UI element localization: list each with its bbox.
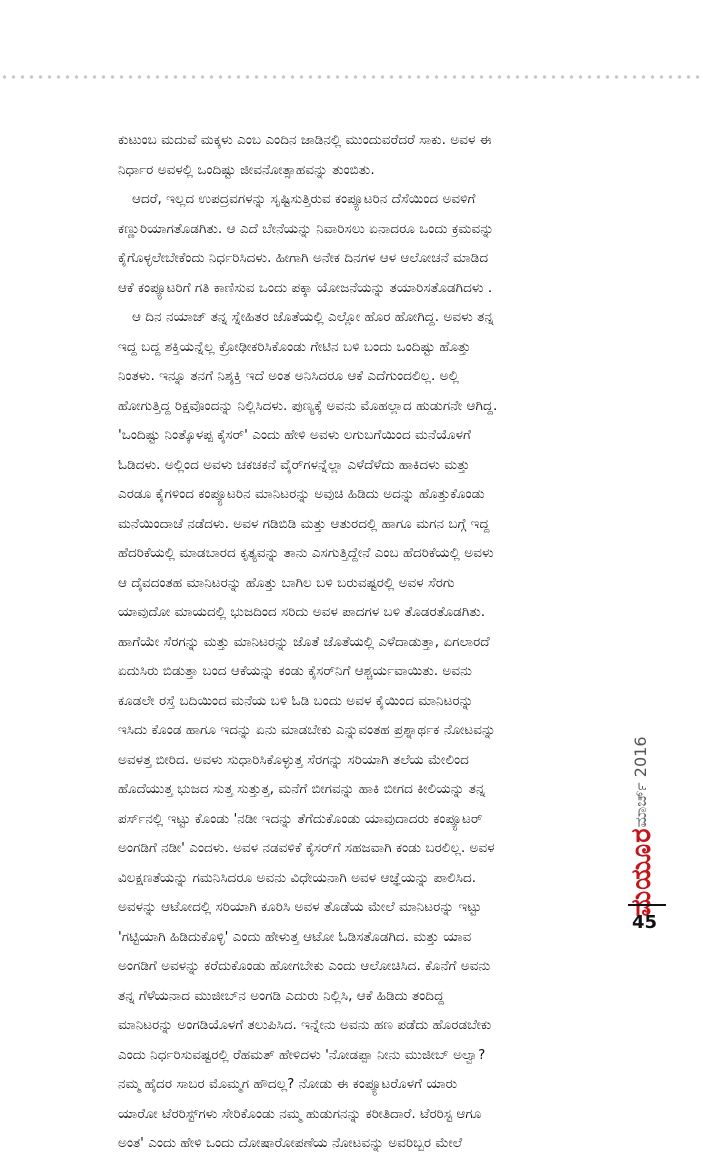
article-line: ಕೂಡಲೇ ರಸ್ತೆ ಬದಿಯಿಂದ ಮನೆಯ ಬಳಿ ಓಡಿ ಬಂದು ಅವಳ ಕೈಯಿಂದ ಮಾನಿಟರನ್ನು bbox=[118, 692, 474, 709]
issue-date: ಮಾರ್ಚ್ 2016 bbox=[631, 736, 650, 828]
article-line: ಏದುಸಿರು ಬಿಡುತ್ತಾ ಬಂದ ಆಕೆಯನ್ನು ಕಂಡು ಕೈಸರ್‌ನಿಗೆ ಆಶ್ಚರ್ಯವಾಯಿತು. ಅವನು bbox=[118, 663, 472, 679]
article-line: ಮಾನಿಟರನ್ನು ಅಂಗಡಿಯೊಳಗೆ ತಲುಪಿಸಿದ. ಇನ್ನೇನು ಅವನು ಹಣ ಪಡೆದು ಹೊರಡಬೇಕು bbox=[118, 1017, 492, 1033]
article-line: ಕಣ್ಣುರಿಯಾಗತೊಡಗಿತು. ಆ ಎದೆ ಬೇನೆಯನ್ನು ನಿವಾರಿಸಲು ಏನಾದರೂ ಒಂದು ಕ್ರಮವನ್ನು bbox=[118, 220, 494, 237]
issue-date-container bbox=[628, 732, 654, 832]
article-line: ಎಂದು ನಿರ್ಧರಿಸುವಷ್ಟರಲ್ಲಿ ರೆಹಮತ್ ಹೇಳಿದಳು 'ನೋಡಪ್ಪಾ ನೀನು ಮುಜೀಬ್ ಅಲ್ವಾ? bbox=[118, 1046, 486, 1063]
article-line: ಯಾರೋ ಟೆರರಿಸ್ಟ್‌ಗಳು ಸೇರಿಕೊಂಡು ನಮ್ಮ ಹುಡುಗನನ್ನು ಕರೀತಿದಾರೆ. ಟೆರರಿಸ್ಟ ಆಗೂ bbox=[118, 1105, 482, 1122]
article-line: ನಿಂತಳು. ಇನ್ನೂ ತನಗೆ ನಿಶ್ಶಕ್ತಿ ಇದೆ ಅಂತ ಅನಿಸಿದರೂ ಆಕೆ ಎದೆಗುಂದಲಿಲ್ಲ. ಅಲ್ಲಿ bbox=[118, 368, 459, 384]
article-line: 'ಒಂದಿಷ್ಟು ನಿಂತ್ಕೊಳಪ್ಪ ಕೈಸರ್' ಎಂದು ಹೇಳಿ ಅವಳು ಲಗುಬಗೆಯಿಂದ ಮನೆಯೊಳಗೆ bbox=[118, 427, 471, 443]
article-line: ನಮ್ಮ ಹೈದರ ಸಾಬರ ಮೊಮ್ಮಗ ಹೌದಲ್ಲ? ನೋಡು ಈ ಕಂಪ್ಯೂಟರೊಳಗೆ ಯಾರು bbox=[118, 1076, 458, 1092]
page-number-rule bbox=[628, 904, 666, 906]
article-line: ಅಂಗಡಿಗೆ ನಡೀ' ಎಂದಳು. ಅವಳ ನಡವಳಿಕೆ ಕೈಸರ್‌ಗೆ ಸಹಜವಾಗಿ ಕಂಡು ಬರಲಿಲ್ಲ. ಅವಳ bbox=[118, 840, 495, 856]
article-line: ಆ ದಿನ ನಯಾಜ್ ತನ್ನ ಸ್ನೇಹಿತರ ಜೊತೆಯಲ್ಲಿ ಎಲ್ಲೋ ಹೊರ ಹೋಗಿದ್ದ. ಅವಳು ತನ್ನ bbox=[132, 309, 494, 325]
article-line: ಕೈಗೊಳ್ಳಲೇಬೇಕೆಂದು ನಿರ್ಧರಿಸಿದಳು. ಹೀಗಾಗಿ ಅನೇಕ ದಿನಗಳ ಆಳ ಆಲೋಚನೆ ಮಾಡಿದ bbox=[118, 250, 489, 266]
article-line: ಅಂತ' ಎಂದು ಹೇಳಿ ಒಂದು ದೋಷಾರೋಪಣೆಯ ನೋಟವನ್ನು ಅವರಿಬ್ಬರ ಮೇಲೆ bbox=[118, 1135, 463, 1151]
article-line: ನಿರ್ಧಾರ ಅವಳಲ್ಲಿ ಒಂದಿಷ್ಟು ಜೀವನೋತ್ಸಾಹವನ್ನು ತುಂಬಿತು. bbox=[118, 161, 375, 178]
article-line: ವಿಲಕ್ಷಣತೆಯನ್ನು ಗಮನಿಸಿದರೂ ಅವನು ವಿಧೇಯನಾಗಿ ಅವಳ ಆಜ್ಞೆಯನ್ನು ಪಾಲಿಸಿದ. bbox=[118, 869, 477, 886]
article-line: ಹೋಗುತ್ತಿದ್ದ ರಿಕ್ಷವೊಂದನ್ನು ನಿಲ್ಲಿಸಿದಳು. ಪುಣ್ಯಕ್ಕೆ ಅವನು ಮೊಹಲ್ಲಾದ ಹುಡುಗನೇ ಆಗಿದ್ದ. bbox=[118, 397, 498, 414]
article-line: ಓಡಿದಳು. ಅಲ್ಲಿಂದ ಅವಳು ಚಕಚಕನೆ ವೈರ್‌ಗಳನ್ನೆಲ್ಲಾ ಎಳೆದೆಳೆದು ಹಾಕಿದಳು ಮತ್ತು bbox=[118, 456, 470, 473]
article-line: ಹಾಗೆಯೇ ಸೆರಗನ್ನು ಮತ್ತು ಮಾನಿಟರನ್ನು ಜೊತೆ ಜೊತೆಯಲ್ಲಿ ಎಳೆದಾಡುತ್ತಾ, ಏಗಲಾರದೆ bbox=[118, 633, 490, 650]
article-line: ಆಕೆ ಕಂಪ್ಯೂಟರಿಗೆ ಗತಿ ಕಾಣಿಸುವ ಒಂದು ಪಕ್ಕಾ ಯೋಜನೆಯನ್ನು ತಯಾರಿಸತೊಡಗಿದಳು . bbox=[118, 279, 493, 296]
page-number: 45 bbox=[632, 912, 658, 933]
article-line: ಅವಳನ್ನು ಆಟೋದಲ್ಲಿ ಸರಿಯಾಗಿ ಕೂರಿಸಿ ಅವಳ ತೊಡೆಯ ಮೇಲೆ ಮಾನಿಟರನ್ನು ಇಟ್ಟು bbox=[118, 899, 482, 915]
article-line: ತನ್ನ ಗೆಳೆಯನಾದ ಮುಜೀಬ್‌ನ ಅಂಗಡಿ ಎದುರು ನಿಲ್ಲಿಸಿ, ಆಕೆ ಹಿಡಿದು ತಂದಿದ್ದ bbox=[118, 987, 445, 1004]
article-line: ಆ ದೈವದಂತಹ ಮಾನಿಟರನ್ನು ಹೊತ್ತು ಬಾಗಿಲ ಬಳಿ ಬರುವಷ್ಟರಲ್ಲಿ ಅವಳ ಸೆರಗು bbox=[118, 574, 455, 591]
article-line: ಅಂಗಡಿಗೆ ಅವಳನ್ನು ಕರೆದುಕೊಂಡು ಹೋಗಬೇಕು ಎಂದು ಆಲೋಚಿಸಿದ. ಕೊನೆಗೆ ಅವನು bbox=[118, 958, 491, 974]
article-body bbox=[118, 126, 612, 1159]
magazine-logo: ಮಯೂರ bbox=[626, 827, 657, 917]
article-line: ಆದರೆ, ಇಲ್ಲದ ಉಪದ್ರವಗಳನ್ನು ಸೃಷ್ಟಿಸುತ್ತಿರುವ ಕಂಪ್ಯೂಟರಿನ ದೆಸೆಯಿಂದ ಅವಳಿಗೆ bbox=[132, 191, 476, 207]
article-line: ಇದ್ದ ಬದ್ದ ಶಕ್ತಿಯನ್ನೆಲ್ಲ ಕ್ರೋಢೀಕರಿಸಿಕೊಂಡು ಗೇಟಿನ ಬಳಿ ಬಂದು ಒಂದಿಷ್ಟು ಹೊತ್ತು bbox=[118, 338, 471, 355]
article-line: ಹೆದರಿಕೆಯಲ್ಲಿ ಮಾಡಬಾರದ ಕೃತ್ಯವನ್ನು ತಾನು ಎಸಗುತ್ತಿದ್ದೇನೆ ಎಂಬ ಹೆದರಿಕೆಯಲ್ಲಿ ಅವಳು bbox=[118, 545, 494, 561]
article-line: ಇಸಿದು ಕೊಂಡ ಹಾಗೂ ಇದನ್ನು ಏನು ಮಾಡಬೇಕು ಎನ್ನುವಂತಹ ಪ್ರಶ್ನಾರ್ಥಕ ನೋಟವನ್ನು bbox=[118, 722, 496, 738]
article-line: ಅವಳತ್ತ ಬೀರಿದ. ಅವಳು ಸುಧಾರಿಸಿಕೊಳ್ಳುತ್ತ ಸೆರಗನ್ನು ಸರಿಯಾಗಿ ತಲೆಯ ಮೇಲಿಂದ bbox=[118, 751, 469, 768]
article-line: ಎರಡೂ ಕೈಗಳಿಂದ ಕಂಪ್ಯೂಟರಿನ ಮಾನಿಟರನ್ನು ಅವುಚಿ ಹಿಡಿದು ಅದನ್ನು ಹೊತ್ತುಕೊಂಡು bbox=[118, 486, 485, 502]
dotted-divider bbox=[0, 74, 703, 80]
article-line: ಹೊದೆಯುತ್ತ ಭುಜದ ಸುತ್ತ ಸುತ್ತುತ್ತ, ಮನೆಗೆ ಬೀಗವನ್ನು ಹಾಕಿ ಬೀಗದ ಕೀಲಿಯನ್ನು ತನ್ನ bbox=[118, 781, 486, 797]
article-line: ಯಾವುದೋ ಮಾಯದಲ್ಲಿ ಭುಜದಿಂದ ಸರಿದು ಅವಳ ಪಾದಗಳ ಬಳಿ ತೊಡರತೊಡಗಿತು. bbox=[118, 604, 486, 620]
article-line: ಕುಟುಂಬ ಮದುವೆ ಮಕ್ಕಳು ಎಂಬ ಎಂದಿನ ಜಾಡಿನಲ್ಲಿ ಮುಂದುವರೆದರೆ ಸಾಕು. ಅವಳ ಈ bbox=[118, 132, 492, 148]
article-line: 'ಗಟ್ಟಿಯಾಗಿ ಹಿಡಿದುಕೊಳ್ಳಿ' ಎಂದು ಹೇಳುತ್ತ ಆಟೋ ಓಡಿಸತೊಡಗಿದ. ಮತ್ತು ಯಾವ bbox=[118, 928, 472, 945]
article-line: ಮನೆಯಿಂದಾಚೆ ನಡೆದಳು. ಅವಳ ಗಡಿಬಿಡಿ ಮತ್ತು ಆತುರದಲ್ಲಿ ಹಾಗೂ ಮಗನ ಬಗ್ಗೆ ಇದ್ದ bbox=[118, 515, 490, 532]
article-line: ಪರ್ಸ್‌ನಲ್ಲಿ ಇಟ್ಟು ಕೊಂಡು 'ನಡೀ ಇದನ್ನು ತೆಗೆದುಕೊಂಡು ಯಾವುದಾದರು ಕಂಪ್ಯೂಟರ್ bbox=[118, 810, 483, 827]
